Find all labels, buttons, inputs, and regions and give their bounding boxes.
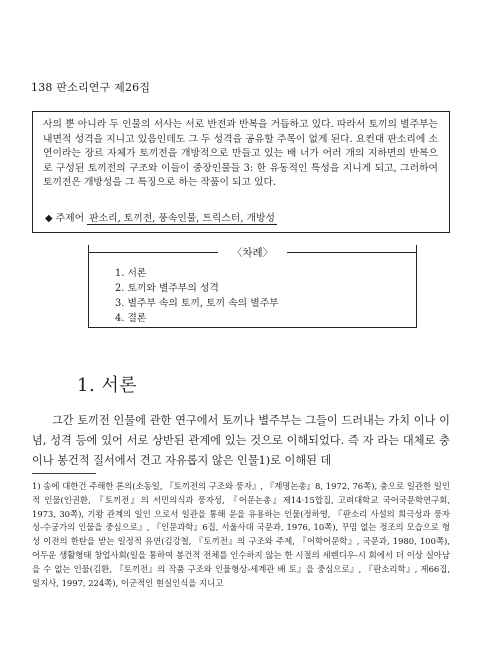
keywords-label: ◆ 주제어 [45, 213, 85, 224]
abstract-box [32, 111, 450, 233]
section-heading: 1. 서론 [77, 375, 138, 396]
footnote: 1) 송에 대한건 주해한 론의(소동일, 『토끼전의 구조와 풍자』, 『계명논총』8, 1972, 76쪽), 충으로 일관한 일인적 인물(인권환, 『토끼전』의 서민의식과 풍자성, 『어문논총』제14·15합집, 고려대학교 국어국문학연구회, 1973, 30쪽), 기왕 관계의 일인 으로서 일관을 통해 운을 유용하는 인물(정하영, 『판소리 사설의 희극성과 풍자성-수궁가의 인물을 중심으로』, 『인문과학』6집, 서울사대 국문과, 1976, 10쪽), 꾸밈 없는 정조의 모습으로 형성 이전의 한탄을 받는 일정적 유연(김강철, 『토끼전』의 구조와 주제, 『어학어문학』, 국문과, 1980, 100쪽), 어두운 생활형태 창업사회(일을 통하여 봉건적 전체를 인수하지 않는 한 시절의 세렌디우-시 회에서 더 이상 실아남을 수 없는 인물(김환, 『토끼전』의 작품 구조와 인물형상-세계관 배 토』을 중심으로』, 『판소리학』, 제66집, 일지사, 1997, 224쪽), 이군적인 현실인식을 지니고 [32, 481, 450, 588]
toc-item: 4. 결론 [115, 313, 147, 324]
footnote-divider [32, 473, 96, 474]
body-paragraph: 그간 토끼전 인물에 관한 연구에서 토끼나 별주부는 그들이 드러내는 가치 이나 이념, 성격 등에 있어 서로 상반된 관계에 있는 것으로 이해되었다. 즉 자 라는 대체로 충이나 봉건적 질서에서 견고 자유롭지 않은 인물1)로 이해된 데 [32, 414, 450, 467]
toc-item: 3. 별주부 속의 토끼, 토끼 속의 별주부 [115, 298, 279, 309]
toc-list [115, 266, 279, 326]
abstract-text: 사의 뿐 아니라 두 인물의 서사는 서로 반전과 반복을 거듭하고 있다. 따라서 토끼의 별주부는 내면적 성격을 지니고 있음인데도 그 두 성격을 공유할 주목이 없게 된다. 요컨대 판소리에 소연이라는 장르 자체가 토끼전을 개방적으로 만들고 있는 배 너가 어러 개의 지하면의 반복으로 구성된 토끼전의 구조와 이들이 중장인물들 3: 한 유동적인 특성을 지니게 되고, 그러하여 토끼전은 개방성을 그 특징으로 하는 작품이 되고 있다. [43, 119, 438, 189]
toc-title: 〈차례〉 [231, 247, 274, 259]
table-of-contents [88, 245, 417, 328]
toc-item: 1. 서론 [115, 268, 147, 279]
running-head: 138 판소리연구 제26집 [31, 81, 151, 94]
keywords-line [45, 210, 277, 224]
keywords-list: 판소리, 토끼전, 풍속인물, 트릭스터, 개방성 [89, 213, 275, 224]
toc-item: 2. 토끼와 별주부의 성격 [115, 283, 219, 294]
